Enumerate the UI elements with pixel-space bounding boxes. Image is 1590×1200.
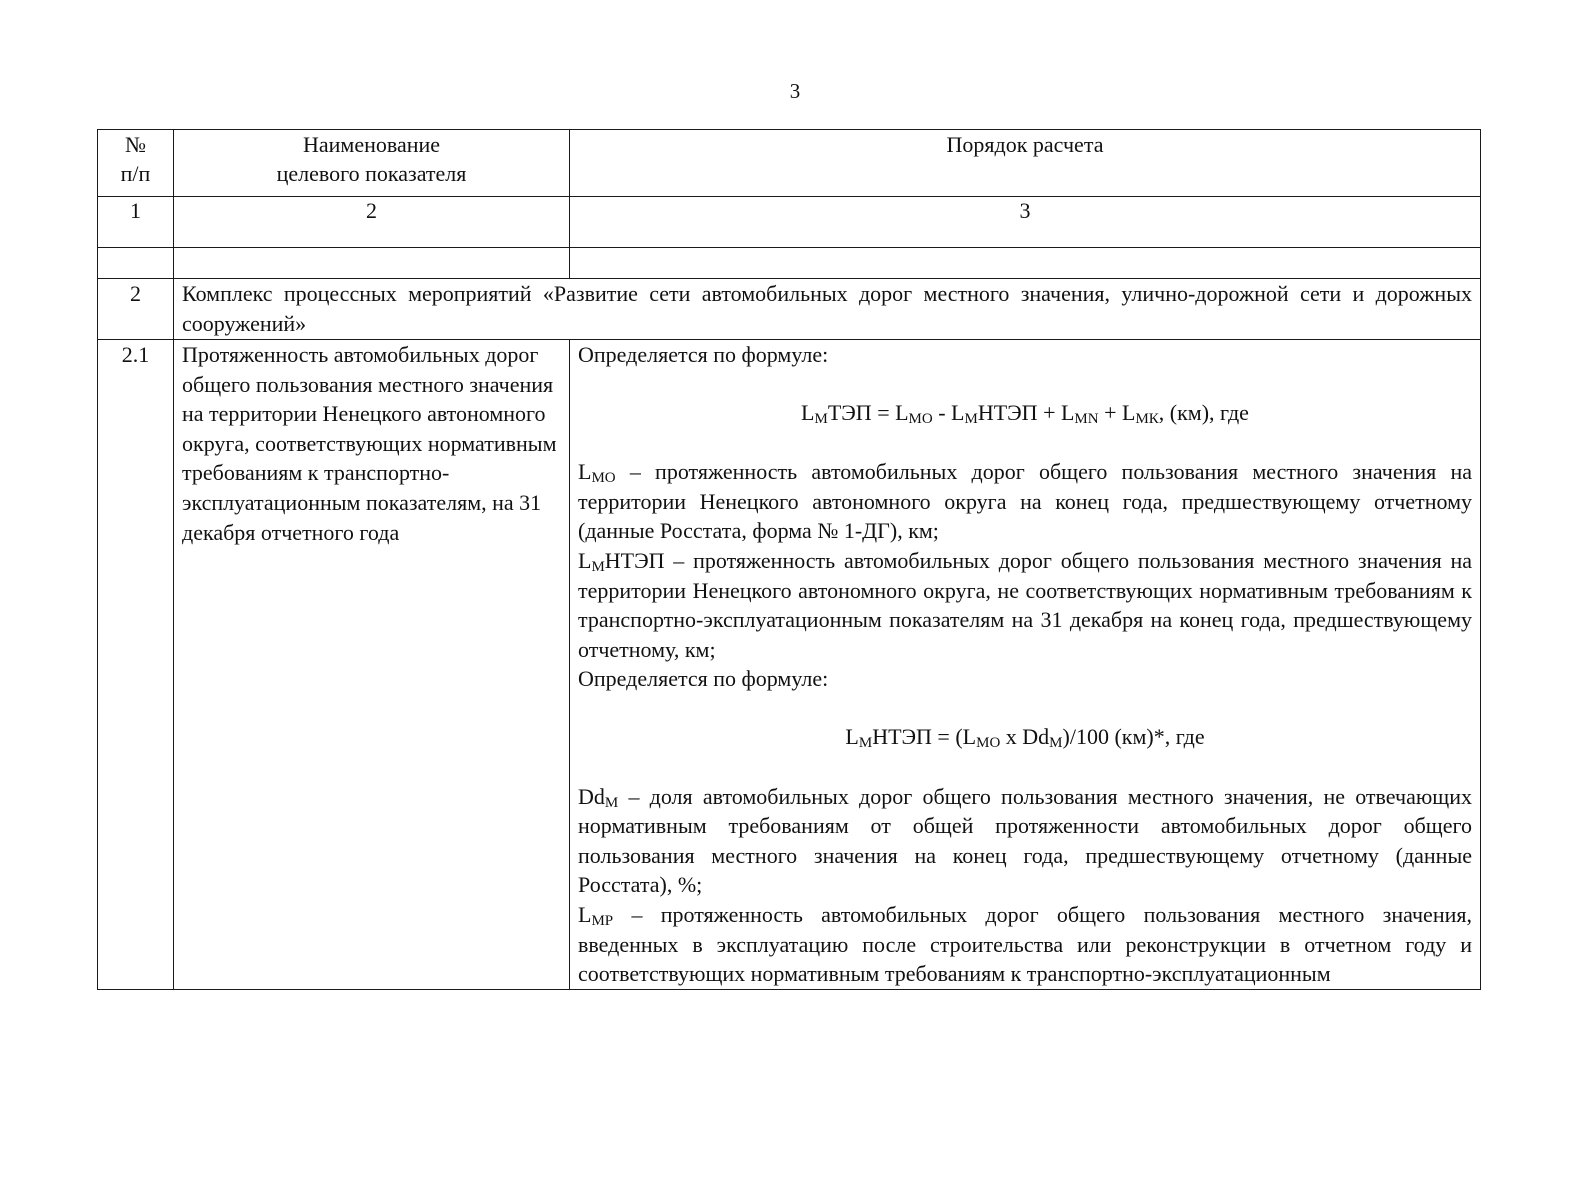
table-header-row	[98, 130, 1481, 197]
formula-intro-2: Определяется по формуле:	[578, 666, 829, 692]
row-number: 2.1	[98, 340, 174, 990]
definition-lmp: $L_{МР}$ – протяженность автомобильных дорог общего пользования местного значения, введенных в эксплуатацию после строительства или реконструкции в отчетном году и соответствующих нормативным требованиям к транспортно-эксплуатационным	[578, 901, 1472, 987]
header-number-line1: №	[125, 132, 146, 157]
calculation-description	[570, 340, 1481, 990]
header-indicator-line1: Наименование	[302, 132, 441, 157]
definition-ddm: $Dd_М$ – доля автомобильных дорог общего пользования местного значения, не отвечающих нормативным требованиям от общей протяженности автомобильных дорог общего пользования местного значения на конец года, предшествующему отчетному (данные Росстата), %;	[578, 783, 1472, 898]
header-number-line2: п/п	[120, 161, 151, 186]
header-calculation-order: Порядок расчета	[570, 130, 1481, 197]
section-row	[98, 279, 1481, 340]
empty-cell	[174, 248, 570, 279]
section-number: 2	[98, 279, 174, 340]
section-title: Комплекс процессных мероприятий «Развитие сети автомобильных дорог местного значения, улично-дорожной сети и дорожных сооружений»	[174, 279, 1481, 340]
indicator-name: Протяженность автомобильных дорог общего пользования местного значения на территории Ненецкого автономного округа, соответствующих нормативным требованиям к транспортно-эксплуатационным показателям, на 31 декабря отчетного года	[174, 340, 570, 990]
formula-lmtep: $L_МТЭП = L_{МО}$ - $L_МНТЭП + L_{MN} + L_{МК}$, (км), где	[801, 399, 1249, 427]
formula-intro: Определяется по формуле:	[578, 342, 829, 367]
empty-row	[98, 248, 1481, 279]
formula-lmntep: $L_МНТЭП = (L_{МО}$ x $Dd_М)/100$ (км)*, где	[845, 723, 1205, 751]
empty-cell	[570, 248, 1481, 279]
page-number: 3	[789, 79, 801, 103]
column-numbers-row	[98, 197, 1481, 248]
header-indicator-name	[174, 130, 570, 197]
column-number-3: 3	[570, 197, 1481, 248]
table-row	[98, 340, 1481, 990]
definition-lmo: $L_{МО}$ – протяженность автомобильных дорог общего пользования местного значения на территории Ненецкого автономного округа на конец года, предшествующему отчетному (данные Росстата, форма № 1-ДГ), км;	[578, 459, 1472, 544]
column-number-2: 2	[174, 197, 570, 248]
header-indicator-line2: целевого показателя	[276, 161, 467, 186]
calculation-table	[97, 129, 1481, 990]
empty-cell	[98, 248, 174, 279]
definition-lmntep: $L_МНТЭП$ – протяженность автомобильных дорог общего пользования местного значения на территории Ненецкого автономного округа, не соответствующих нормативным требованиям к транспортно-эксплуатационным показателям на 31 декабря на конец года, предшествующему отчетному, км;	[578, 547, 1472, 662]
header-number	[98, 130, 174, 197]
column-number-1: 1	[98, 197, 174, 248]
